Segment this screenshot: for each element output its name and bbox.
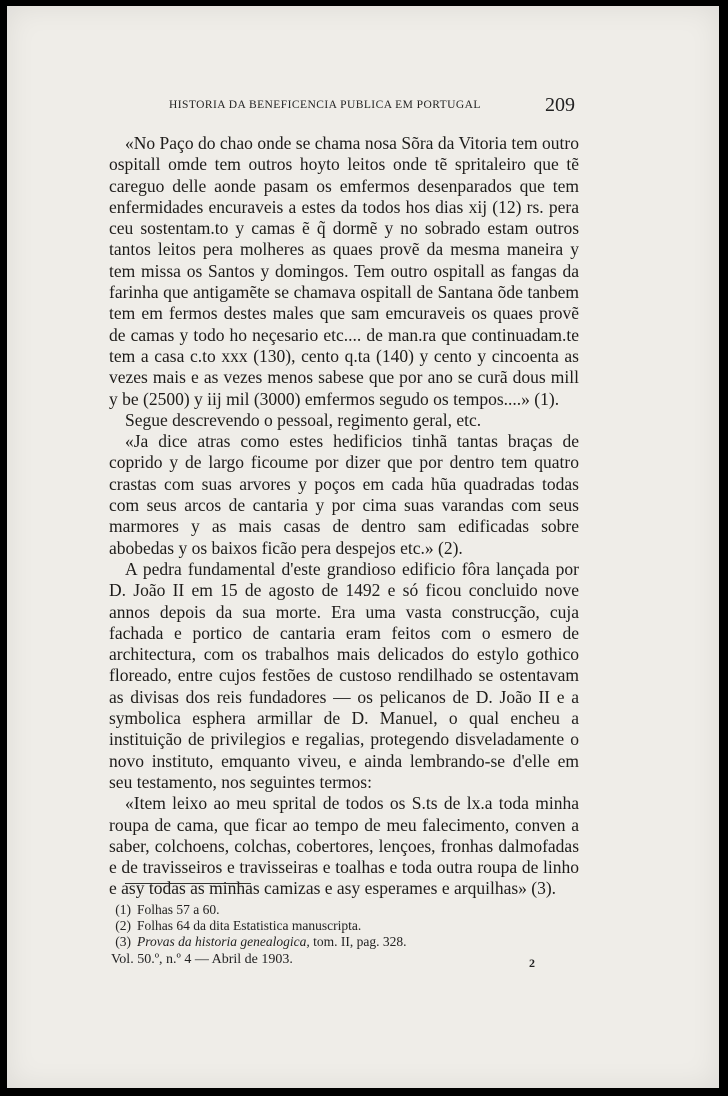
footnote-text: tom. II, pag. 328. bbox=[309, 934, 407, 949]
footnote-marker: (1) bbox=[115, 902, 131, 917]
paragraph-quote-hospitals: «No Paço do chao onde se chama nosa Sõra da Vitoria tem outro ospitall omde tem outros hoyto leitos onde tẽ spritaleiro que tẽ careguo delle aonde pasam os emfermos desenparados que tem enfermidades encuraveis a estes da todos hos dias xij (12) rs. pera ceu sostentam.to y camas ẽ q̃ dormẽ y no sobrado estam outros tantos leitos pera molheres as quaes provẽ da mesma maneira y tem missa os Santos y domingos. Tem outro ospitall as fangas da farinha que antigamẽte se chamava ospitall de Santana õde tanbem tem em fermos destes males que sam emcuraveis os quaes provẽ de camas y todo ho neçesario etc.... de man.ra que continuadam.te tem a casa c.to xxx (130), cento q.ta (140) y cento y cincoenta as vezes mais e as vezes menos sabese que por ano se curã dous mill y be (2500) y iij mil (3000) emfermos segudo os tempos....» (1). bbox=[109, 133, 579, 409]
footnote-3 bbox=[111, 934, 581, 950]
footnote-marker: (3) bbox=[115, 934, 131, 949]
paragraph-foundation: A pedra fundamental d'este grandioso edificio fôra lançada por D. João II em 15 de agosto de 1492 e só ficou concluido nove annos depois da sua morte. Era uma vasta construcção, cuja fachada e portico de cantaria eram feitos com o esmero de architectura, com os trabalhos mais delicados do estylo gothico floreado, entre cujos festões de custoso rendilhado se ostentavam as divisas dos reis fundadores — os pelicanos de D. João II e a symbolica esphera armillar de D. Manuel, o qual encheu a instituição de privilegios e regalias, protegendo disveladamente o novo instituto, emquanto viveu, e ainda lembrando-se d'elle em seu testamento, nos seguintes termos: bbox=[109, 558, 579, 792]
footnote-marker: (2) bbox=[115, 918, 131, 933]
body-text bbox=[109, 133, 579, 900]
volume-line: Vol. 50.º, n.º 4 — Abril de 1903. bbox=[111, 952, 293, 967]
paragraph-personnel: Segue descrevendo o pessoal, regimento geral, etc. bbox=[125, 409, 482, 430]
footnote-text: Folhas 64 da dita Estatistica manuscripta. bbox=[137, 918, 362, 933]
footnote-divider bbox=[125, 883, 251, 884]
footnote-2 bbox=[111, 918, 581, 934]
footnotes bbox=[111, 902, 581, 950]
paragraph-quote-buildings: «Ja dice atras como estes hedificios tinhã tantas braças de coprido y de largo ficoume por dizer que por dentro tem quatro crastas com suas arvores y poços em cada hũa quadradas todas com seus arcos de cantaria y por cima suas varandas com seus marmores y as mais casas de dentro sam edificadas sobre abobedas y os baixos ficão pera despejos etc.» (2). bbox=[109, 431, 579, 558]
signature-mark: 2 bbox=[529, 956, 535, 970]
running-title: HISTORIA DA BENEFICENCIA PUBLICA EM PORTUGAL bbox=[169, 99, 481, 111]
page-number: 209 bbox=[545, 94, 575, 116]
footnote-1 bbox=[111, 902, 581, 918]
book-page bbox=[7, 6, 719, 1088]
footnote-text: Folhas 57 a 60. bbox=[137, 902, 220, 917]
footnote-book-title: Provas da historia genealogica, bbox=[137, 934, 310, 949]
paragraph-testament: «Item leixo ao meu sprital de todos os S.ts de lx.a toda minha roupa de cama, que ficar ao tempo de meu falecimento, conven a saber, colchoens, colchas, cobertores, lençoes, fronhas dalmofadas e de travisseiros e travisseiras e toalhas e toda outra roupa de linho e asy todas as minhas camizas e asy esperames e arquilhas» (3). bbox=[109, 793, 579, 899]
